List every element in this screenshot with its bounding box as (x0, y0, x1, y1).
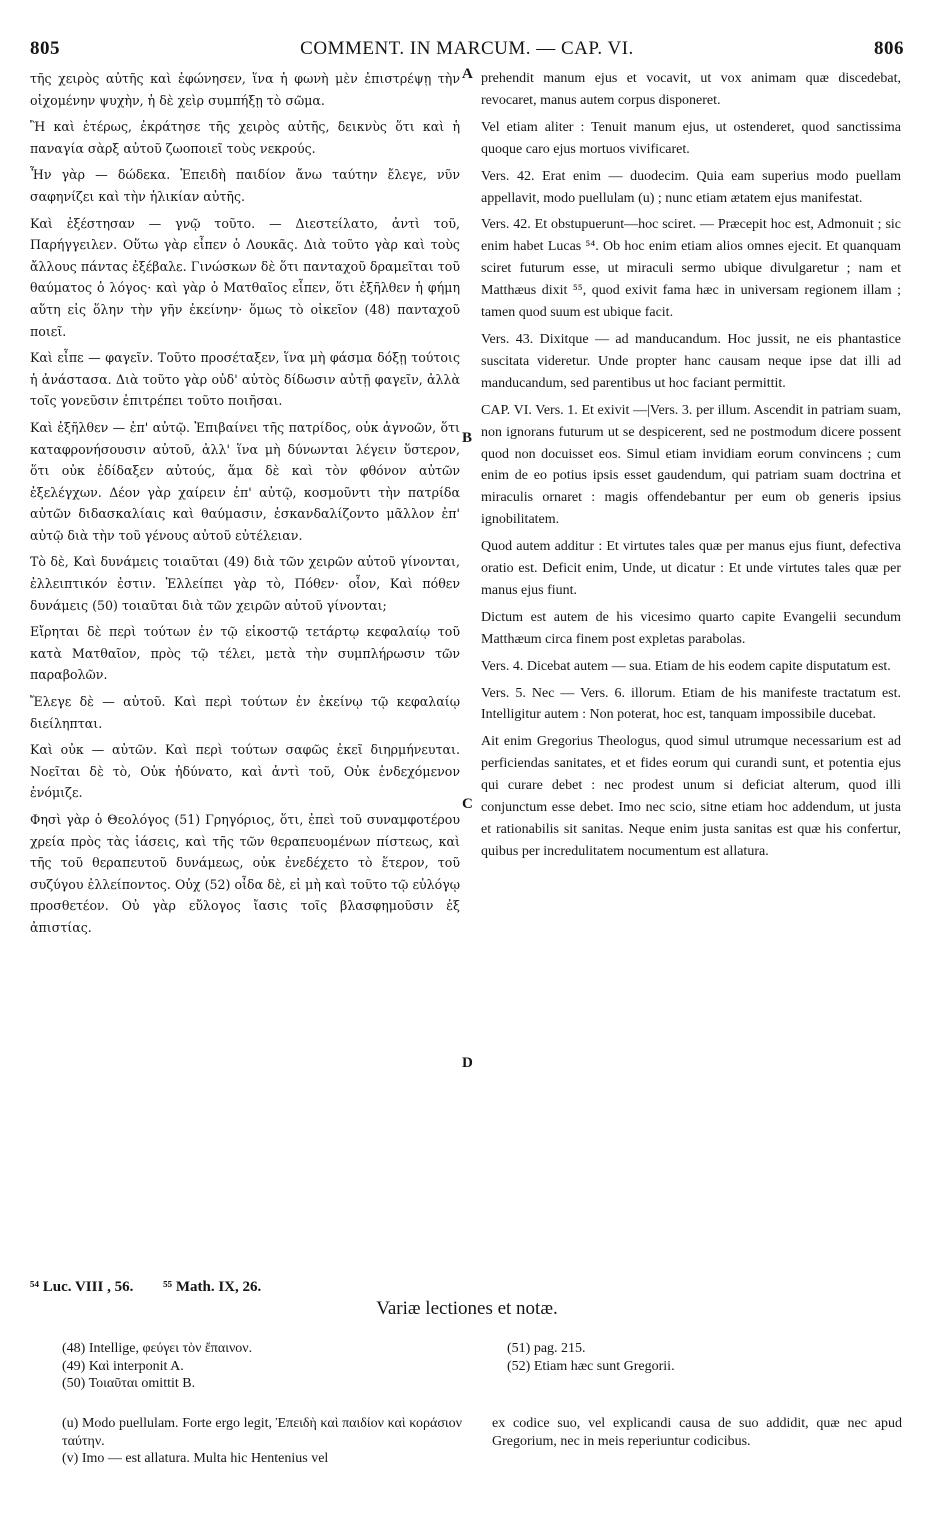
numbered-note: (52) Etiam hæc sunt Gregorii. (507, 1358, 675, 1374)
greek-paragraph: Τὸ δὲ, Καὶ δυνάμεις τοιαῦται (49) διὰ τῶν χειρῶν αὐτοῦ γίνονται, ἐλλειπτικόν ἐστιν. Ἐλλείπει γὰρ τὸ, Πόθεν· οἷον, Καὶ πόθεν δυνάμεις (50) τοιαῦται διὰ τῶν χειρῶν αὐτοῦ γίνονται; (30, 554, 460, 613)
greek-paragraph: Φησὶ γὰρ ὁ Θεολόγος (51) Γρηγόριος, ὅτι, ἐπεὶ τοῦ συναμφοτέρου χρεία πρὸς τὰς ἰάσεις, καὶ τῆς τῶν θεραπευομένων πίστεως, καὶ τῆς τοῦ θεραπευτοῦ δυνάμεως, οὐκ ἐνεδέχετο τὸ ἕτερον, τοῦ συζύγου ἐλλείποντος. Οὐχ (52) οἶδα δὲ, εἰ μὴ καὶ τοῦτο τῷ εὐλόγῳ προσθετέον. Οὐ γὰρ εὔλογος ἴασις τοῖς βλασφημοῦσιν ἐξ ἀπιστίας. (30, 812, 460, 935)
numbered-note: (51) pag. 215. (507, 1341, 586, 1356)
latin-paragraph: Dictum est autem de his vicesimo quarto capite Evangelii secundum Matthæum circa finem post expletas parabolas. (481, 609, 901, 647)
latin-paragraph: Vers. 4. Dicebat autem — sua. Etiam de his eodem capite disputatum est. (481, 658, 891, 674)
latin-paragraph: prehendit manum ejus et vocavit, ut vox animam quæ discedebat, revocaret, manus autem corpus disponeret. (481, 71, 901, 108)
page-number-left: 805 (30, 38, 60, 59)
latin-paragraph: Vers. 5. Nec — Vers. 6. illorum. Etiam de his manifeste tractatum est. Intelligitur autem : Non poterat, hoc est, tanquam impossibile ducebat. (481, 685, 901, 723)
numbered-note: (48) Intellige, φεύγει τὸν ἔπαινον. (62, 1341, 253, 1356)
latin-paragraph: Vel etiam aliter : Tenuit manum ejus, ut ostenderet, quod sanctissima quoque caro ejus mortuos vivificaret. (481, 119, 901, 157)
lettered-notes-right (492, 1415, 902, 1450)
lettered-note: (v) Imo — est allatura. Multa hic Hentenius vel (62, 1451, 329, 1466)
greek-paragraph: Καὶ οὐκ — αὐτῶν. Καὶ περὶ τούτων σαφῶς ἐκεῖ διηρμήνευται. Νοεῖται δὲ τὸ, Οὐκ ἠδύνατο, καὶ ἀντὶ τοῦ, Οὐκ ἐνδεχόμενον ἐνόμιζε. (30, 742, 460, 801)
latin-paragraph: CAP. VI. Vers. 1. Et exivit —|Vers. 3. per illum. Ascendit in patriam suam, non ignorans futurum ut se despicerent, sed ne postmodum dicere possent quod non docuisset eos. Simul etiam invidiam eorum convincens ; cum enim de eo potius ipsis esset gaudendum, qui patriam suam doctrina et miraculis ornaret : magis offendebantur per eum ob generis ipsius ignobilitatem. (481, 402, 901, 528)
scripture-references (30, 1279, 287, 1296)
variae-lectiones-title: Variæ lectiones et notæ. (376, 1298, 558, 1319)
latin-paragraph: Vers. 43. Dixitque — ad manducandum. Hoc jussit, ne eis phantastice suscitata videretur. Unde propter hanc causam neque ipse dat illi ad manducandum, sed parentibus ut hoc faciant permittit. (481, 331, 901, 391)
lettered-notes-left (62, 1415, 462, 1468)
section-marker-b: B (462, 430, 473, 446)
section-marker-c: C (462, 796, 473, 812)
numbered-notes-left (62, 1340, 462, 1393)
page-number-right: 806 (874, 38, 904, 59)
scripture-reference: ⁵⁵ Math. IX, 26. (163, 1279, 262, 1295)
latin-paragraph: Quod autem additur : Et virtutes tales quæ per manus ejus fiunt, defectiva oratio est. Deficit enim, Unde, ut dicatur : Et unde virtutes tales quæ per manus ejus fiunt. (481, 539, 901, 598)
greek-paragraph: τῆς χειρὸς αὐτῆς καὶ ἐφώνησεν, ἵνα ἡ φωνὴ μὲν ἐπιστρέψῃ τὴν οἰχομένην ψυχὴν, ἡ δὲ χεὶρ συμπήξῃ τὸ σῶμα. (30, 71, 460, 108)
greek-paragraph: Καὶ ἐξῆλθεν — ἐπ' αὐτῷ. Ἐπιβαίνει τῆς πατρίδος, οὐκ ἀγνοῶν, ὅτι καταφρονήσουσιν αὐτοῦ, ἀλλ' ἵνα μὴ δύνωνται λέγειν ὕστερον, ὅτι οὐκ ἐδίδαξεν αὐτούς, ἅμα δὲ καὶ τὸν φθόνον αὐτῶν ἐξελέγχων. Δέον γὰρ χαίρειν ἐπ' αὐτῷ, κοσμοῦντι τὴν πατρίδα αὐτῶν διδασκαλίαις καὶ θαύμασιν, ἐσκανδαλίζοντο μᾶλλον ἐπ' αὐτῷ διὰ τὴν τοῦ γένους αὐτοῦ εὐτέλειαν. (30, 419, 460, 543)
running-header (30, 38, 904, 66)
latin-paragraph: Vers. 42. Et obstupuerunt—hoc sciret. — Præcepit hoc est, Admonuit ; sic enim habet Lucas ⁵⁴. Ob hoc enim etiam alios omnes ejecit. Et quanquam sciret futurum esse, ut miraculi sermo ubique divulgaretur ; nam et Matthæus dixit ⁵⁵, quod exivit fama hæc in universam regionem illam ; tamen quod suum est ubique facit. (481, 217, 901, 321)
greek-paragraph: Ἢ καὶ ἑτέρως, ἐκράτησε τῆς χειρὸς αὐτῆς, δεικνὺς ὅτι καὶ ἡ παναγία σὰρξ αὐτοῦ ζωοποιεῖ τοὺς νεκρούς. (30, 119, 460, 156)
greek-paragraph: Ἔλεγε δὲ — αὐτοῦ. Καὶ περὶ τούτων ἐν ἐκείνῳ τῷ κεφαλαίῳ διείληπται. (30, 694, 460, 731)
running-title: COMMENT. IN MARCUM. — CAP. VI. (300, 38, 634, 59)
greek-paragraph: Ἦν γὰρ — δώδεκα. Ἐπειδὴ παιδίον ἄνω ταύτην ἔλεγε, νῦν σαφηνίζει καὶ τὴν ἡλικίαν αὐτῆς. (30, 167, 460, 204)
section-marker-a: A (462, 66, 473, 82)
numbered-note: (50) Τοιαῦται omittit B. (62, 1376, 196, 1391)
latin-column (481, 68, 901, 868)
section-marker-d: D (462, 1055, 473, 1071)
greek-column (30, 68, 460, 944)
latin-paragraph: Vers. 42. Erat enim — duodecim. Quia eam superius modo puellam appellavit, modo puellulam (u) ; nunc etiam ætatem ejus manifestat. (481, 168, 901, 206)
numbered-note: (49) Καὶ interponit A. (62, 1358, 184, 1374)
scripture-reference: ⁵⁴ Luc. VIII , 56. (30, 1279, 134, 1295)
numbered-notes-right (507, 1340, 907, 1375)
greek-paragraph: Καὶ ἐξέστησαν — γνῷ τοῦτο. — Διεστείλατο, ἀντὶ τοῦ, Παρήγγειλεν. Οὕτω γὰρ εἶπεν ὁ Λουκᾶς. Διὰ τοῦτο γὰρ καὶ τοὺς ἄλλους πάντας ἐξέβαλε. Γινώσκων δὲ ὅτι πανταχοῦ δραμεῖται τοῦ θαύματος ὁ λόγος· καὶ γὰρ ὁ Ματθαῖος εἶπεν, ὅτι ἐξῆλθεν ἡ φήμη αὕτη εἰς ὅλην τὴν γῆν ἐκείνην· ὅμως τὸ οἰκεῖον (48) πανταχοῦ ποιεῖ. (30, 215, 460, 339)
lettered-note: ex codice suo, vel explicandi causa de suo addidit, quæ nec apud Gregorium, nec in meis reperiuntur codicibus. (492, 1416, 902, 1449)
latin-paragraph: Ait enim Gregorius Theologus, quod simul utrumque necessarium est ad perficiendas sanitates, et et fides eorum qui curandi sunt, et potentia ejus qui curare debet : nec prodest unum si deficiat alterum, quod illi conjunctum esse debet. Imo nec scio, sitne etiam hoc addendum, ut justa et rationabilis sit sanitas. Neque enim justa sanitas est quæ his confertur, quibus per incredulitatem nocumentum est allatura. (481, 734, 901, 859)
greek-paragraph: Εἴρηται δὲ περὶ τούτων ἐν τῷ εἰκοστῷ τετάρτῳ κεφαλαίῳ τοῦ κατὰ Ματθαῖον, πρὸς τῷ τέλει, μετὰ τὴν συμπλήρωσιν τῶν παραβολῶν. (30, 624, 460, 683)
lettered-note: (u) Modo puellulam. Forte ergo legit, Ἐπειδὴ καὶ παιδίον καὶ κοράσιον ταύτην. (62, 1416, 462, 1449)
greek-paragraph: Καὶ εἶπε — φαγεῖν. Τοῦτο προσέταξεν, ἵνα μὴ φάσμα δόξῃ τούτοις ἡ ἀνάστασα. Διὰ τοῦτο γὰρ οὐδ' αὐτὸς δίδωσιν αὐτῇ φαγεῖν, ἀλλὰ τοῖς γονεῦσιν ἐπιτρέπει τοῦτο ποιῆσαι. (30, 350, 460, 409)
